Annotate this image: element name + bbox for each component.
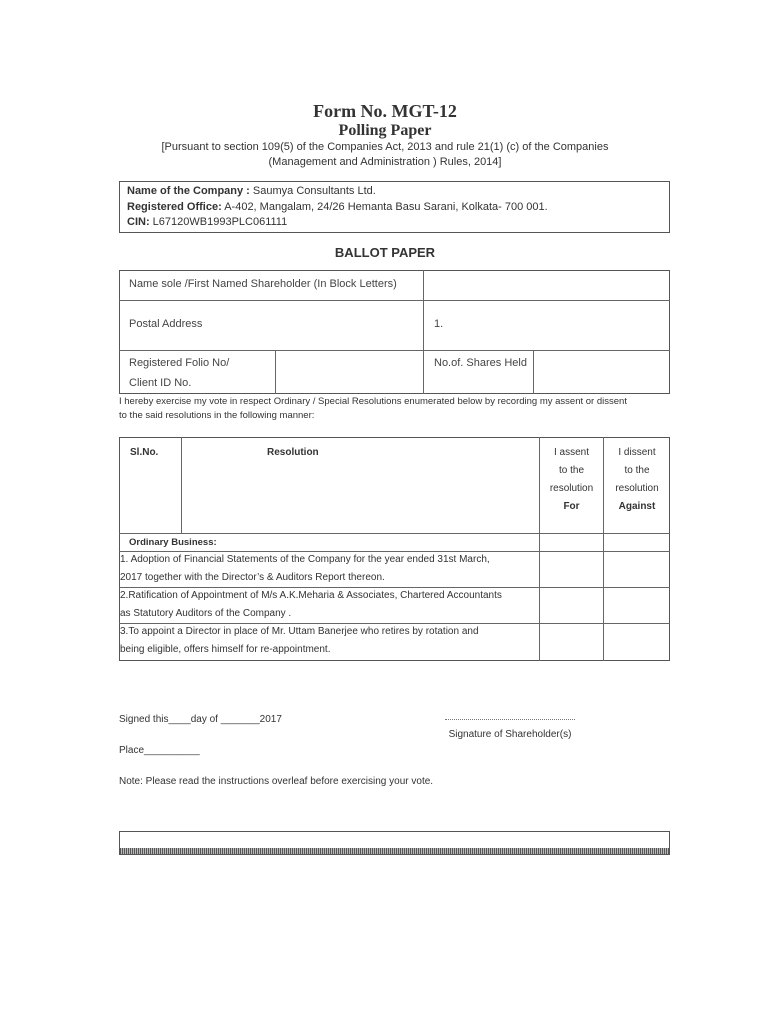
shareholder-name-label: Name sole /First Named Shareholder (In Block Letters) xyxy=(129,278,397,290)
assent-header-for: For xyxy=(563,501,580,512)
slno-header: Sl.No. xyxy=(130,447,159,458)
resolution-2-dissent-box[interactable] xyxy=(604,588,669,623)
folio-label-line2: Client ID No. xyxy=(129,377,192,389)
shares-held-field[interactable] xyxy=(534,351,669,393)
subtitle-line-1: [Pursuant to section 109(5) of the Companies Act, 2013 and rule 21(1) (c) of the Companies xyxy=(161,141,609,153)
postal-address-field[interactable]: 1. xyxy=(434,318,444,330)
declaration-line-1: I hereby exercise my vote in respect Ordinary / Special Resolutions enumerated below by recording my assent or dissent xyxy=(119,396,627,407)
dissent-header-line3: resolution xyxy=(615,483,659,494)
bottom-strip-hatch xyxy=(120,848,669,854)
resolution-row-1-line1: 1. Adoption of Financial Statements of the Company for the year ended 31st March, xyxy=(120,554,490,565)
table-divider xyxy=(119,300,670,301)
ballot-paper-heading: BALLOT PAPER xyxy=(334,245,436,260)
dissent-header-line1: I dissent xyxy=(618,447,656,458)
signature-line xyxy=(445,719,575,720)
resolution-3-assent-box[interactable] xyxy=(540,624,603,660)
note-text: Note: Please read the instructions overleaf before exercising your vote. xyxy=(119,776,434,787)
dissent-header-against: Against xyxy=(618,501,656,512)
resolution-row-3-line2: being eligible, offers himself for re-appointment. xyxy=(120,644,331,655)
ordinary-business-label: Ordinary Business: xyxy=(129,537,217,548)
registered-office-label: Registered Office: xyxy=(127,201,222,213)
assent-header-line3: resolution xyxy=(549,483,594,494)
declaration-line-2: to the said resolutions in the following manner: xyxy=(119,410,315,421)
resolution-1-dissent-box[interactable] xyxy=(604,552,669,587)
resolution-row-1-line2: 2017 together with the Director’s & Auditors Report thereon. xyxy=(120,572,385,583)
place-line: Place__________ xyxy=(119,745,200,756)
postal-address-label: Postal Address xyxy=(129,318,203,330)
form-number: Form No. MGT-12 xyxy=(313,101,457,121)
company-name-line xyxy=(127,185,376,197)
resolution-row-2-line2: as Statutory Auditors of the Company . xyxy=(120,608,292,619)
registered-office-line xyxy=(127,201,548,213)
table-divider xyxy=(181,437,182,533)
cin-value: L67120WB1993PLC061111 xyxy=(152,216,288,228)
document-title: Polling Paper xyxy=(338,122,432,139)
cin-line xyxy=(127,216,287,228)
signed-date-line: Signed this____day of _______2017 xyxy=(119,714,282,725)
company-name-label: Name of the Company : xyxy=(127,185,250,197)
assent-header-line2: to the xyxy=(558,465,585,476)
resolution-row-3-line1: 3.To appoint a Director in place of Mr. Uttam Banerjee who retires by rotation and xyxy=(120,626,479,637)
signature-label: Signature of Shareholder(s) xyxy=(448,729,572,740)
folio-number-field[interactable] xyxy=(276,351,422,393)
resolution-row-2-line1: 2.Ratification of Appointment of M/s A.K.Meharia & Associates, Chartered Accountants xyxy=(120,590,502,601)
resolution-header: Resolution xyxy=(267,447,319,458)
resolution-3-dissent-box[interactable] xyxy=(604,624,669,660)
cin-label: CIN: xyxy=(127,216,150,228)
resolution-1-assent-box[interactable] xyxy=(540,552,603,587)
registered-office-value: A-402, Mangalam, 24/26 Hemanta Basu Sarani, Kolkata- 700 001. xyxy=(224,201,548,213)
resolution-2-assent-box[interactable] xyxy=(540,588,603,623)
subtitle-line-2: (Management and Administration ) Rules, 2014] xyxy=(268,156,502,168)
folio-label-line1: Registered Folio No/ xyxy=(129,357,230,369)
table-divider xyxy=(119,533,670,534)
dissent-header-line2: to the xyxy=(624,465,650,476)
shares-held-label: No.of. Shares Held xyxy=(434,357,527,369)
company-name-value: Saumya Consultants Ltd. xyxy=(252,185,376,197)
assent-header-line1: I assent xyxy=(553,447,590,458)
shareholder-name-field[interactable] xyxy=(424,271,669,300)
